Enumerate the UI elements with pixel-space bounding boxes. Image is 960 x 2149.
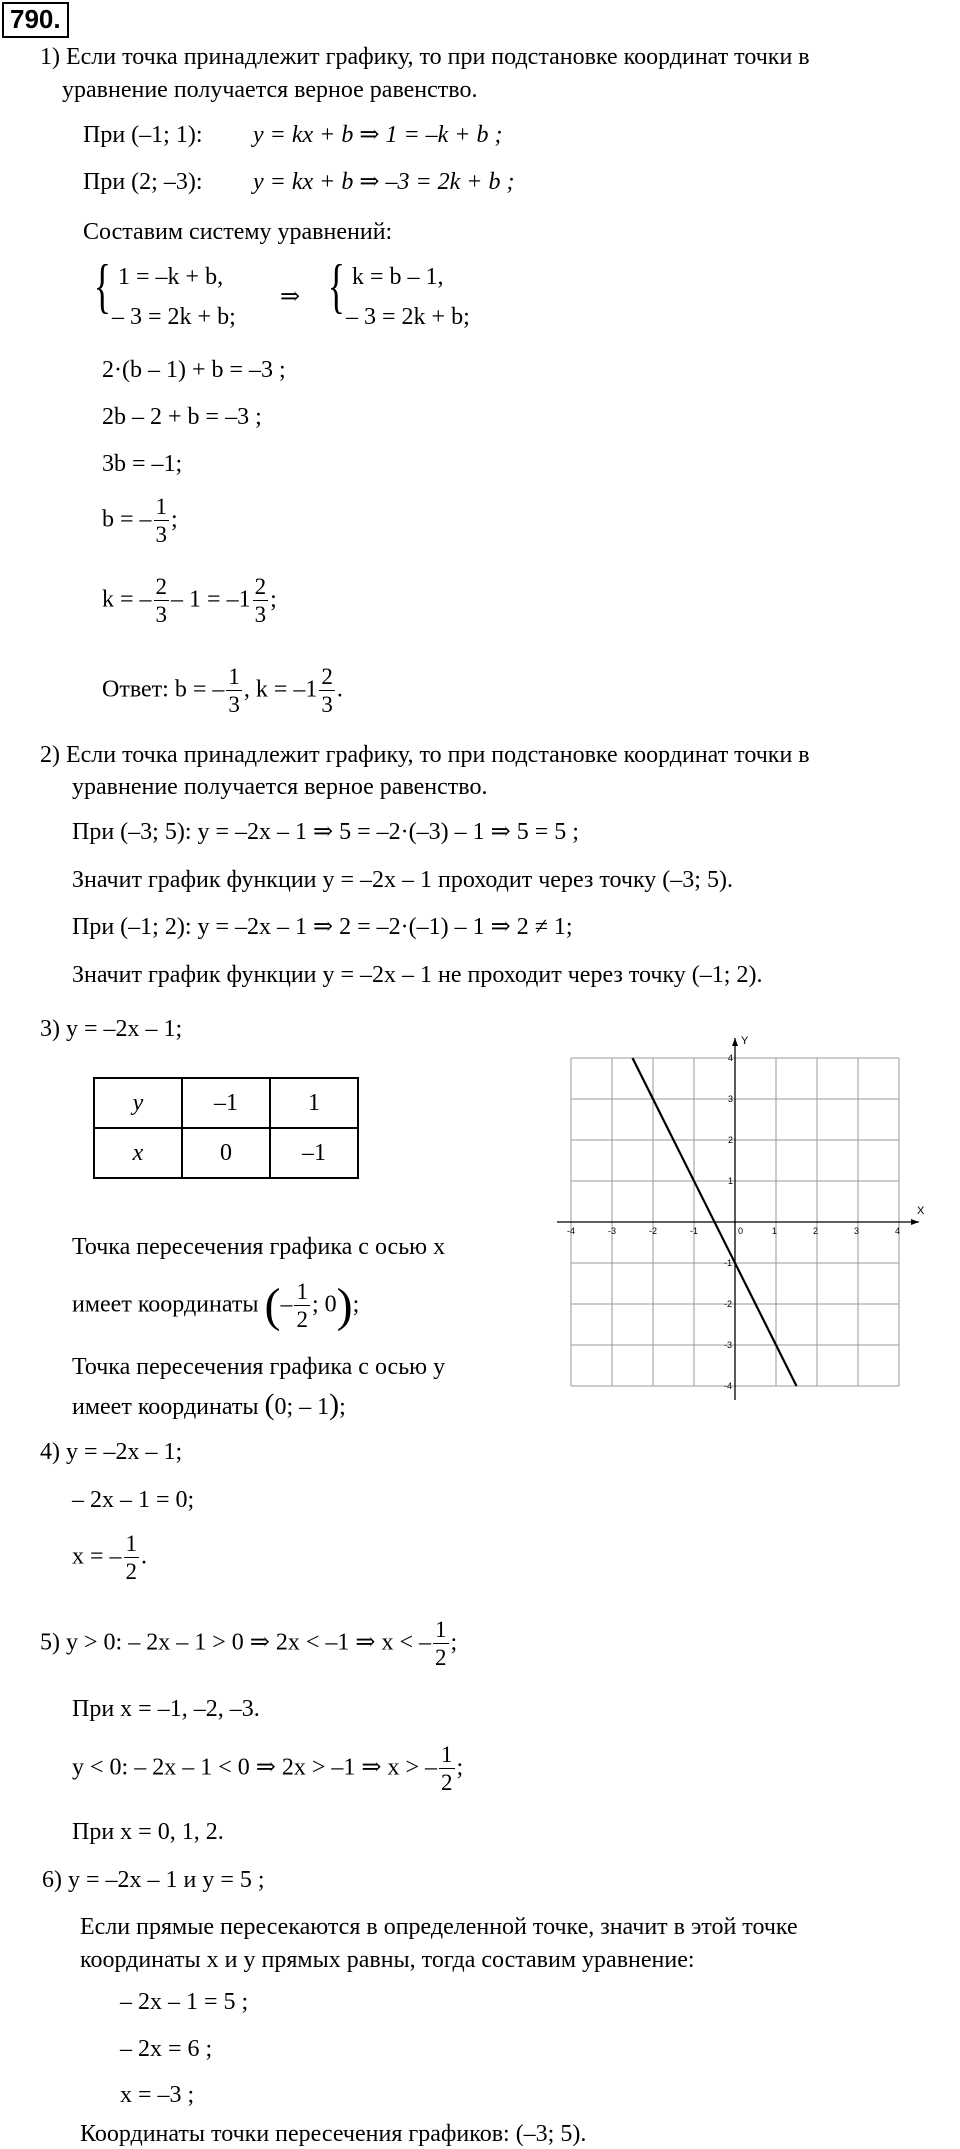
- answer-end: .: [336, 676, 343, 703]
- s6-l2: Если прямые пересекаются в определенной точке, значит в этой точке: [80, 1914, 798, 1940]
- x-tick-label: -1: [690, 1226, 699, 1236]
- s1-eq1: 2·(b – 1) + b = –3 ;: [102, 357, 286, 383]
- eq4-end: ;: [171, 506, 178, 533]
- x-tick-label: 3: [854, 1226, 860, 1236]
- s3-t2-num: 1: [294, 1280, 310, 1306]
- eq5-left: k = –: [102, 586, 152, 613]
- answer-b-num: 1: [226, 665, 242, 691]
- eq5-num2: 2: [253, 575, 269, 601]
- sys-a2: – 3 = 2k + b;: [112, 304, 236, 330]
- s5-l3-end: ;: [456, 1754, 464, 1781]
- function-graph: [558, 1030, 925, 1391]
- s5-l1-den: 2: [435, 1645, 447, 1671]
- s1-p2-point: При (2; –3):: [83, 169, 203, 195]
- s3-t2-end: ;: [352, 1291, 360, 1318]
- x-tick-label: 4: [895, 1226, 901, 1236]
- paren-close-2: ): [329, 1388, 340, 1421]
- paren-open: (: [264, 1279, 281, 1333]
- table-cell: x: [94, 1128, 182, 1178]
- table-row: [94, 1128, 358, 1178]
- answer-b-den: 3: [228, 692, 240, 718]
- eq4-den: 3: [155, 522, 168, 548]
- s4-num: 1: [124, 1532, 140, 1558]
- eq5-end: ;: [270, 586, 277, 613]
- problem-number: 790.: [2, 2, 69, 38]
- s5-l1: [40, 1618, 457, 1670]
- s3-t2-den: 2: [296, 1307, 308, 1333]
- s1-eq4: [102, 495, 178, 547]
- s1-system-title: Составим систему уравнений:: [83, 219, 393, 245]
- s3-t2-fraction: [294, 1280, 310, 1332]
- s6-l4: – 2x – 1 = 5 ;: [120, 1989, 249, 2015]
- s5-l3-den: 2: [441, 1770, 453, 1796]
- s2-line2: уравнение получается верное равенство.: [72, 774, 488, 800]
- s4-fraction: [124, 1532, 140, 1584]
- s5-l3-num: 1: [439, 1743, 455, 1769]
- paren-open-2: (: [264, 1388, 275, 1421]
- s3-t2-sign: –: [280, 1291, 293, 1318]
- s1-eq2: 2b – 2 + b = –3 ;: [102, 404, 262, 430]
- s5-l1-num: 1: [433, 1618, 449, 1644]
- table-row: [94, 1078, 358, 1128]
- s6-l6: x = –3 ;: [120, 2082, 195, 2108]
- s1-line1: 1) Если точка принадлежит графику, то при подстановке координат точки в: [40, 44, 810, 70]
- s4-l2: – 2x – 1 = 0;: [72, 1487, 195, 1513]
- table-cell: y: [94, 1078, 182, 1128]
- s3-t4-end: ;: [339, 1394, 346, 1420]
- s2-p1: При (–3; 5): y = –2x – 1 ⇒ 5 = –2·(–3) – 1 ⇒ 5 = 5 ;: [72, 819, 579, 845]
- s3-t4: имеет координаты: [72, 1394, 259, 1420]
- s5-l1-fraction: [433, 1618, 449, 1670]
- s1-p1-eq: y = kx + b ⇒ 1 = –k + b ;: [253, 122, 503, 148]
- table-cell: –1: [270, 1128, 358, 1178]
- table-cell: –1: [182, 1078, 270, 1128]
- s3-t2-rest: ; 0: [311, 1291, 337, 1318]
- table-cell: 0: [182, 1128, 270, 1178]
- eq5-fraction-2: [253, 575, 269, 627]
- s3-t2-line: [72, 1280, 359, 1332]
- system-brace-right: {: [327, 253, 346, 319]
- eq5-den: 3: [155, 602, 168, 628]
- s6-l3: координаты x и y прямых равны, тогда составим уравнение:: [80, 1947, 695, 1973]
- x-tick-label: 0: [738, 1226, 744, 1236]
- x-tick-label: 1: [772, 1226, 778, 1236]
- s5-l3-left: y < 0: – 2x – 1 < 0 ⇒ 2x > –1 ⇒ x > –: [72, 1754, 438, 1781]
- s5-l3: [72, 1743, 463, 1795]
- y-tick-label: 1: [728, 1176, 734, 1186]
- s4-den: 2: [125, 1559, 138, 1585]
- s5-l4: При x = 0, 1, 2.: [72, 1819, 224, 1845]
- s4-l1: 4) y = –2x – 1;: [40, 1439, 183, 1465]
- x-axis-label: X: [917, 1205, 925, 1217]
- eq5-mid: – 1 = –1: [171, 586, 251, 613]
- y-tick-label: -2: [724, 1299, 733, 1309]
- x-tick-label: -2: [649, 1226, 658, 1236]
- s2-c2: Значит график функции y = –2x – 1 не проходит через точку (–1; 2).: [72, 962, 763, 988]
- y-axis-arrow: [732, 1038, 738, 1046]
- s5-l1-end: ;: [450, 1629, 458, 1656]
- s6-l5: – 2x = 6 ;: [120, 2036, 213, 2062]
- y-tick-label: 2: [728, 1135, 734, 1145]
- eq5-den2: 3: [254, 602, 267, 628]
- s6-l1: 6) y = –2x – 1 и y = 5 ;: [42, 1867, 265, 1893]
- s4-end: .: [141, 1543, 148, 1570]
- s1-p2-eq: y = kx + b ⇒ –3 = 2k + b ;: [253, 169, 515, 195]
- y-tick-label: -1: [724, 1258, 733, 1268]
- s3-t4-line: [72, 1390, 346, 1420]
- eq5-num: 2: [154, 575, 170, 601]
- answer-k-fraction: [319, 665, 335, 717]
- answer-label: Ответ:: [102, 676, 169, 703]
- system-brace-left: {: [93, 253, 112, 319]
- x-tick-label: -4: [567, 1226, 576, 1236]
- s1-line2: уравнение получается верное равенство.: [62, 77, 478, 103]
- s1-answer: [102, 665, 343, 717]
- sys-b2: – 3 = 2k + b;: [346, 304, 470, 330]
- s6-l7: Координаты точки пересечения графиков: (–3; 5).: [80, 2121, 587, 2147]
- s4-l3-left: x = –: [72, 1543, 122, 1570]
- y-tick-label: -3: [724, 1340, 733, 1350]
- s4-l3: [72, 1532, 147, 1584]
- table-cell: 1: [270, 1078, 358, 1128]
- s3-t4-val: 0; – 1: [274, 1394, 330, 1420]
- answer-k-num: 2: [319, 665, 335, 691]
- y-tick-label: 4: [728, 1053, 734, 1063]
- s1-p1-point: При (–1; 1):: [83, 122, 203, 148]
- sys-implies: ⇒: [280, 284, 301, 310]
- s1-eq5: [102, 575, 277, 627]
- s5-l2: При x = –1, –2, –3.: [72, 1696, 260, 1722]
- s2-c1: Значит график функции y = –2x – 1 проходит через точку (–3; 5).: [72, 867, 733, 893]
- sys-a1: 1 = –k + b,: [118, 264, 224, 290]
- s5-l1-left: 5) y > 0: – 2x – 1 > 0 ⇒ 2x < –1 ⇒ x < –: [40, 1629, 432, 1656]
- y-tick-label: 3: [728, 1094, 734, 1104]
- answer-b: b = –: [174, 676, 225, 703]
- s3-t2: имеет координаты: [72, 1291, 259, 1318]
- answer-k: , k = –1: [243, 676, 318, 703]
- eq4-num: 1: [154, 495, 170, 521]
- s3-t3: Точка пересечения графика с осью y: [72, 1354, 446, 1380]
- eq4-left: b = –: [102, 506, 152, 533]
- paren-close: ): [336, 1279, 353, 1333]
- x-tick-label: 2: [813, 1226, 819, 1236]
- x-axis-arrow: [911, 1219, 919, 1225]
- values-table: [93, 1077, 359, 1179]
- eq4-fraction: [154, 495, 170, 547]
- s5-l3-fraction: [439, 1743, 455, 1795]
- s1-eq3: 3b = –1;: [102, 451, 183, 477]
- y-tick-label: -4: [724, 1381, 733, 1391]
- x-tick-label: -3: [608, 1226, 617, 1236]
- s3-head: 3) y = –2x – 1;: [40, 1016, 183, 1042]
- eq5-fraction-1: [154, 575, 170, 627]
- s2-p2: При (–1; 2): y = –2x – 1 ⇒ 2 = –2·(–1) – 1 ⇒ 2 ≠ 1;: [72, 914, 573, 940]
- y-axis-label: Y: [741, 1035, 749, 1047]
- answer-k-den: 3: [321, 692, 333, 718]
- s3-t1: Точка пересечения графика с осью x: [72, 1234, 446, 1260]
- sys-b1: k = b – 1,: [352, 264, 444, 290]
- s2-line1: 2) Если точка принадлежит графику, то при подстановке координат точки в: [40, 742, 810, 768]
- answer-b-fraction: [226, 665, 242, 717]
